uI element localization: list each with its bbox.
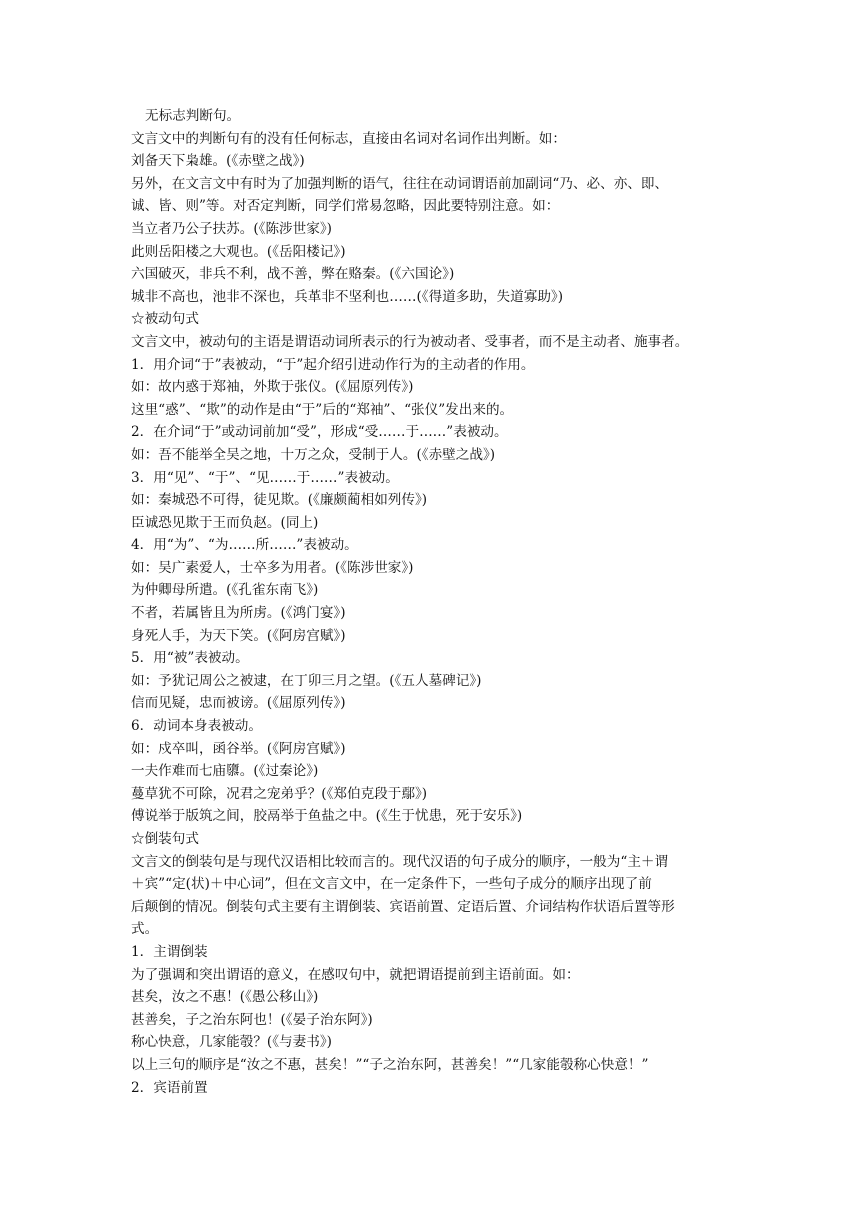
document-body [131,105,741,1099]
text-line: 为了强调和突出谓语的意义，在感叹句中，就把谓语提前到主语前面。如： [131,966,580,983]
text-line: 甚矣，汝之不惠！(《愚公移山》) [131,989,319,1006]
text-line: 式。 [131,921,159,938]
text-line: 蔓草犹不可除，况君之宠弟乎？(《郑伯克段于鄢》) [131,785,428,802]
text-line: 称心快意，几家能彀？(《与妻书》) [131,1034,332,1051]
text-line: 这里“惑”、“欺”的动作是由“于”后的“郑袖”、“张仪”发出来的。 [131,401,514,418]
text-line: 2．宾语前置 [131,1079,208,1096]
text-line: 6．动词本身表被动。 [131,718,262,735]
text-line: 如：予犹记周公之被逮，在丁卯三月之望。(《五人墓碑记》) [131,672,482,689]
text-line: 文言文中，被动句的主语是谓语动词所表示的行为被动者、受事者，而不是主动者、施事者。 [131,333,689,350]
text-line: 六国破灭，非兵不利，战不善，弊在赂秦。(《六国论》) [131,266,455,283]
text-line: 身死人手，为天下笑。(《阿房宫赋》) [131,627,346,644]
text-line: 为仲卿母所遣。(《孔雀东南飞》) [131,582,319,599]
text-line: 信而见疑，忠而被谤。(《屈原列传》) [131,695,346,712]
text-line: 无标志判断句。 [145,108,241,124]
section-heading-passive: ☆被动句式 [131,311,199,328]
text-line: 另外，在文言文中有时为了加强判断的语气，往往在动词谓语前加副词“乃、必、亦、即、 [131,175,669,192]
text-line: 城非不高也，池非不深也，兵革非不坚利也……(《得道多助，失道寡助》) [131,288,564,305]
text-line: ＋宾”“定(状)＋中心词”，但在文言文中，在一定条件下，一些句子成分的顺序出现了前 [131,876,652,893]
text-line: 以上三句的顺序是“汝之不惠，甚矣！”“子之治东阿，甚善矣！”“几家能彀称心快意！” [131,1056,649,1073]
text-line: 此则岳阳楼之大观也。(《岳阳楼记》) [131,243,346,260]
text-line: 文言文的倒装句是与现代汉语相比较而言的。现代汉语的句子成分的顺序，一般为“主＋谓 [131,853,669,870]
text-line: 不者，若属皆且为所虏。(《鸿门宴》) [131,605,346,622]
text-line: 1．用介词“于”表被动，“于”起介绍引进动作行为的主动者的作用。 [131,356,535,373]
text-line: 文言文中的判断句有的没有任何标志，直接由名词对名词作出判断。如： [131,130,566,147]
text-line: 后颠倒的情况。倒装句式主要有主谓倒装、宾语前置、定语后置、介词结构作状语后置等形 [131,898,675,915]
text-line: 甚善矣，子之治东阿也！(《晏子治东阿》) [131,1011,373,1028]
text-line: 诚、皆、则”等。对否定判断，同学们常易忽略，因此要特别注意。如： [131,198,560,215]
text-line: 5．用“被”表被动。 [131,650,249,667]
text-line: 3．用“见”、“于”、“见……于……”表被动。 [131,469,399,486]
text-line: 刘备天下枭雄。(《赤壁之战》) [131,153,305,170]
section-heading-inversion: ☆倒装句式 [131,831,199,847]
text-line: 如：秦城恐不可得，徒见欺。(《廉颇蔺相如列传》) [131,492,428,509]
text-line: 臣诚恐见欺于王而负赵。(同上) [131,514,319,531]
text-line: 如：吴广素爱人，士卒多为用者。(《陈涉世家》) [131,559,414,576]
text-line: 一夫作难而七庙隳。(《过秦论》) [131,763,319,780]
text-line: 1．主谓倒装 [131,943,208,960]
text-line: 4．用“为”、“为……所……”表被动。 [131,537,358,554]
text-line: 当立者乃公子扶苏。(《陈涉世家》) [131,220,332,237]
text-line: 如：吾不能举全吴之地，十万之众，受制于人。(《赤壁之战》) [131,446,496,463]
text-line: 2．在介词“于”或动词前加“受”，形成“受……于……”表被动。 [131,424,508,441]
text-line: 傅说举于版筑之间，胶鬲举于鱼盐之中。(《生于忧患，死于安乐》) [131,808,523,825]
text-line: 如：故内惑于郑袖，外欺于张仪。(《屈原列传》) [131,379,414,396]
text-line: 如：戍卒叫，函谷举。(《阿房宫赋》) [131,740,346,757]
